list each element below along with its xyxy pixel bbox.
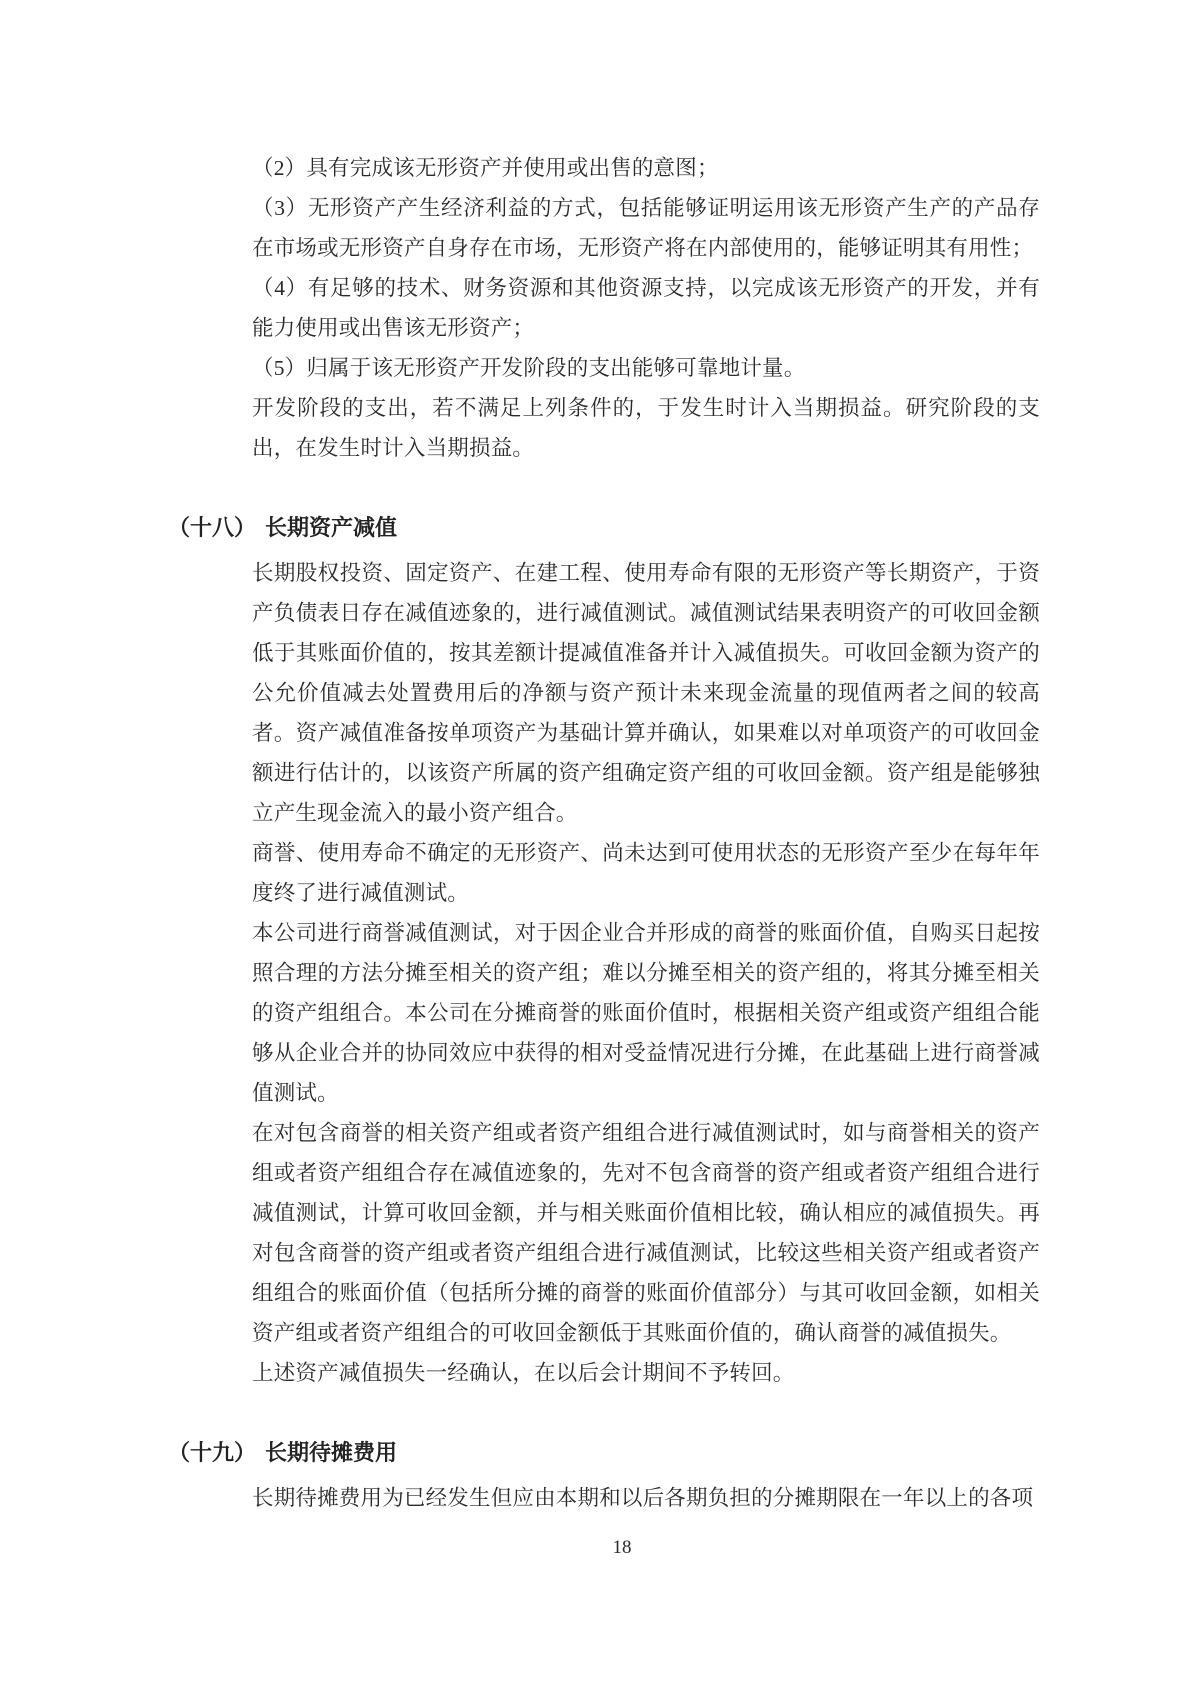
paragraph-long-term-deferred-expenses: 长期待摊费用为已经发生但应由本期和以后各期负担的分摊期限在一年以上的各项 — [252, 1486, 1034, 1510]
section-heading-18 — [168, 508, 1040, 548]
page-number: 18 — [612, 1537, 632, 1558]
section-title: 长期待摊费用 — [265, 1440, 398, 1465]
section-title: 长期资产减值 — [265, 515, 398, 540]
page-content — [168, 148, 1040, 1518]
paragraph-goodwill-annual-test: 商誉、使用寿命不确定的无形资产、尚未达到可使用状态的无形资产至少在每年年度终了进行减值测试。 — [252, 841, 1040, 905]
list-item-2: （2）具有完成该无形资产并使用或出售的意图； — [252, 156, 719, 180]
paragraph-development-expenditure: 开发阶段的支出，若不满足上列条件的，于发生时计入当期损益。研究阶段的支出，在发生时计入当期损益。 — [252, 396, 1040, 460]
paragraph-goodwill-allocation: 本公司进行商誉减值测试，对于因企业合并形成的商誉的账面价值，自购买日起按照合理的方法分摊至相关的资产组；难以分摊至相关的资产组的，将其分摊至相关的资产组组合。本公司在分摊商誉的账面价值时，根据相关资产组或资产组组合能够从企业合并的协同效应中获得的相对受益情况进行分摊，在此基础上进行商誉减值测试。 — [252, 921, 1040, 1105]
list-item-5: （5）归属于该无形资产开发阶段的支出能够可靠地计量。 — [252, 356, 806, 380]
paragraph-impairment-general: 长期股权投资、固定资产、在建工程、使用寿命有限的无形资产等长期资产，于资产负债表日存在减值迹象的，进行减值测试。减值测试结果表明资产的可收回金额低于其账面价值的，按其差额计提减值准备并计入减值损失。可收回金额为资产的公允价值减去处置费用后的净额与资产预计未来现金流量的现值两者之间的较高者。资产减值准备按单项资产为基础计算并确认，如果难以对单项资产的可收回金额进行估计的，以该资产所属的资产组确定资产组的可收回金额。资产组是能够独立产生现金流入的最小资产组合。 — [252, 561, 1040, 825]
section-heading-19 — [168, 1433, 1040, 1473]
section-number: （十八） — [168, 515, 257, 540]
list-item-4: （4）有足够的技术、财务资源和其他资源支持，以完成该无形资产的开发，并有能力使用或出售该无形资产； — [252, 276, 1040, 340]
paragraph-no-reversal: 上述资产减值损失一经确认，在以后会计期间不予转回。 — [252, 1361, 795, 1385]
paragraph-goodwill-test-method: 在对包含商誉的相关资产组或者资产组组合进行减值测试时，如与商誉相关的资产组或者资产组组合存在减值迹象的，先对不包含商誉的资产组或者资产组组合进行减值测试，计算可收回金额，并与相关账面价值相比较，确认相应的减值损失。再对包含商誉的资产组或者资产组组合进行减值测试，比较这些相关资产组或者资产组组合的账面价值（包括所分摊的商誉的账面价值部分）与其可收回金额，如相关资产组或者资产组组合的可收回金额低于其账面价值的，确认商誉的减值损失。 — [252, 1121, 1040, 1345]
section-number: （十九） — [168, 1440, 257, 1465]
list-item-3: （3）无形资产产生经济利益的方式，包括能够证明运用该无形资产生产的产品存在市场或无形资产自身存在市场，无形资产将在内部使用的，能够证明其有用性； — [252, 196, 1040, 260]
